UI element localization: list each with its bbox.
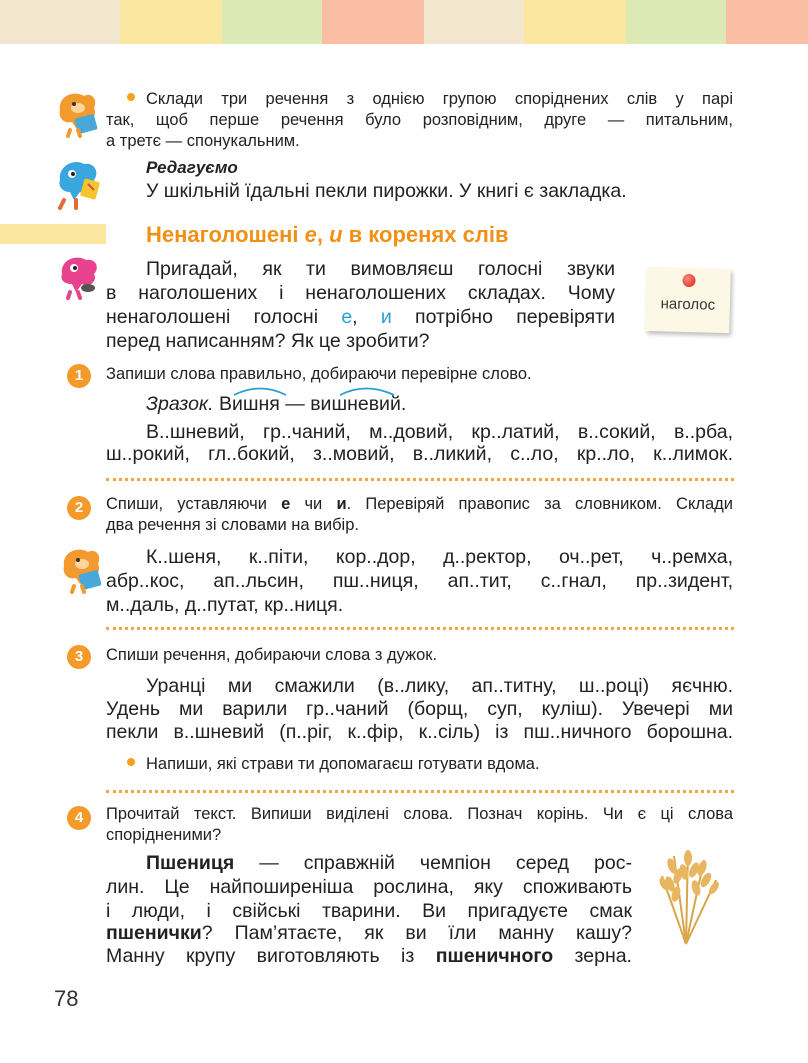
wheat-icon — [640, 836, 732, 946]
recall-line-1: Пригадай, як ти вимовляєш голосні звуки — [146, 258, 615, 280]
exercise-2-line-3: м..даль, д..путат, кр..ниця. — [106, 594, 344, 616]
divider — [106, 790, 734, 793]
recall-line-3-pre: ненаголошені голосні — [106, 306, 342, 328]
recall-letter-e: е — [341, 306, 353, 328]
orange-mascot-2-icon — [56, 544, 108, 594]
orange-mascot-icon — [52, 88, 104, 138]
intro-bullet-line-3: а третє — спонукальним. — [106, 132, 300, 150]
sticky-note — [645, 267, 731, 333]
text-line-5-post: зерна. — [553, 945, 632, 967]
exercise-3-line-3: пекли в..шневий (п..ріг, к..фір, к..сіль) із пш..ничного борошна. — [106, 721, 733, 743]
ex2-letter-e: е — [281, 495, 291, 513]
page-number: 78 — [54, 986, 79, 1011]
exercise-2-task-line-1 — [106, 494, 733, 515]
divider — [106, 627, 734, 630]
sample-end: . — [400, 393, 407, 415]
intro-bullet-line-1: Склади три речення з однією групою споріднених слів у парі — [146, 90, 733, 108]
edit-text: У шкільній їдальні пекли пирожки. У книгі є закладка. — [146, 180, 627, 202]
exercise-3-line-1: Уранці ми смажили (в..лику, ап..титну, ш..році) яєчню. — [146, 675, 733, 697]
stripe-6 — [524, 0, 626, 44]
stripe-1 — [0, 0, 120, 44]
bullet-dot — [127, 93, 135, 101]
exercise-3-task: Спиши речення, добираючи слова з дужок. — [106, 646, 438, 664]
exercise-2-task-line-2: два речення зі словами на вибір. — [106, 516, 359, 534]
section-title-i: и — [329, 222, 343, 247]
text-line-4 — [106, 921, 632, 945]
exercise-4-number: 4 — [67, 806, 91, 830]
recall-line-3 — [106, 305, 615, 329]
text-line-4-rest: ? Пам’ятаєте, як ви їли манну кашу? — [201, 922, 632, 944]
exercise-2-line-1: К..шеня, к..піти, кор..дор, д..ректор, оч..рет, ч..ремха, — [146, 546, 733, 568]
section-title-sep: , — [316, 222, 330, 247]
recall-line-2: в наголошених і ненаголошених складах. Чому — [106, 282, 615, 304]
exercise-1-task: Запиши слова правильно, добираючи перевірне слово. — [106, 365, 532, 383]
exercise-1-line-2: ш..рокий, гл..бокий, з..мовий, в..ликий, с..ло, кр..ло, к..лимок. — [106, 443, 733, 465]
sample-word-1: Вишня — [218, 393, 280, 415]
bold-word-pshenytsia: Пшениця — [146, 852, 235, 874]
stripe-8 — [726, 0, 808, 44]
edit-title: Редагуємо — [146, 158, 238, 177]
text-line-5-pre: Манну крупу виготовляють із — [106, 945, 436, 967]
exercise-3-line-2: Удень ми варили гр..чаний (борщ, суп, куліш). Увечері ми — [106, 698, 733, 720]
exercise-2-number: 2 — [67, 496, 91, 520]
pink-mascot-icon — [54, 252, 104, 300]
exercise-4-task-line-1: Прочитай текст. Випиши виділені слова. Познач корінь. Чи є ці слова — [106, 805, 733, 823]
section-title-part1: Ненаголошені — [146, 222, 305, 247]
section-title-e: е — [304, 222, 317, 247]
stripe-2 — [120, 0, 222, 44]
exercise-2-line-2: абр..кос, ап..льсин, пш..ниця, ап..тит, с..гнал, пр..зидент, — [106, 570, 733, 592]
ex2-task-mid: чи — [290, 495, 337, 513]
recall-line-3-sep: , — [352, 306, 381, 328]
text-line-1-rest: — справжній чемпіон серед рос- — [234, 852, 632, 874]
recall-letter-i: и — [380, 306, 392, 328]
top-color-stripes — [0, 0, 808, 44]
ex2-task-pre: Спиши, уставляючи — [106, 495, 282, 513]
intro-bullet-line-2: так, щоб перше речення було розповідним, друге — питальним, — [106, 111, 733, 129]
stripe-3 — [222, 0, 322, 44]
note-label: наголос — [660, 295, 716, 314]
exercise-1-number: 1 — [67, 364, 91, 388]
heading-bar — [0, 224, 106, 244]
ex2-letter-i: и — [336, 495, 347, 513]
section-title — [146, 222, 508, 248]
sample-label: Зразок. — [146, 393, 214, 415]
exercise-3-bullet: Напиши, які страви ти допомагаєш готувати вдома. — [146, 755, 540, 773]
text-line-1 — [146, 851, 632, 875]
exercise-1-line-1: В..шневий, гр..чаний, м..довий, кр..латий, в..сокий, в..рба, — [146, 421, 733, 443]
stripe-7 — [626, 0, 726, 44]
exercise-4-task-line-2: спорідненими? — [106, 826, 222, 844]
bullet-dot — [127, 758, 135, 766]
sample-word-2: вишневий — [310, 393, 401, 415]
bold-word-pshenychnoho: пшеничного — [435, 945, 554, 967]
ex2-task-post: . Перевіряй правопис за словником. Склади — [346, 495, 733, 513]
exercise-3-number: 3 — [67, 645, 91, 669]
bold-word-pshenychky: пшенички — [106, 922, 202, 944]
section-title-part2: в коренях слів — [342, 222, 509, 247]
divider — [106, 478, 734, 481]
text-line-2: лин. Це найпоширеніша рослина, яку споживають — [106, 876, 632, 898]
sample-dash: — — [279, 393, 311, 415]
stripe-4 — [322, 0, 424, 44]
recall-line-3-post: потрібно перевіряти — [391, 306, 615, 328]
pin-icon — [682, 274, 695, 287]
recall-line-4: перед написанням? Як це зробити? — [106, 330, 430, 352]
stripe-5 — [424, 0, 524, 44]
root-arc-marks — [230, 382, 410, 398]
blue-mascot-icon — [52, 156, 106, 210]
text-line-5 — [106, 944, 632, 968]
text-line-3: і люди, і свійські тварини. Ви пригадуєте смак — [106, 900, 632, 922]
